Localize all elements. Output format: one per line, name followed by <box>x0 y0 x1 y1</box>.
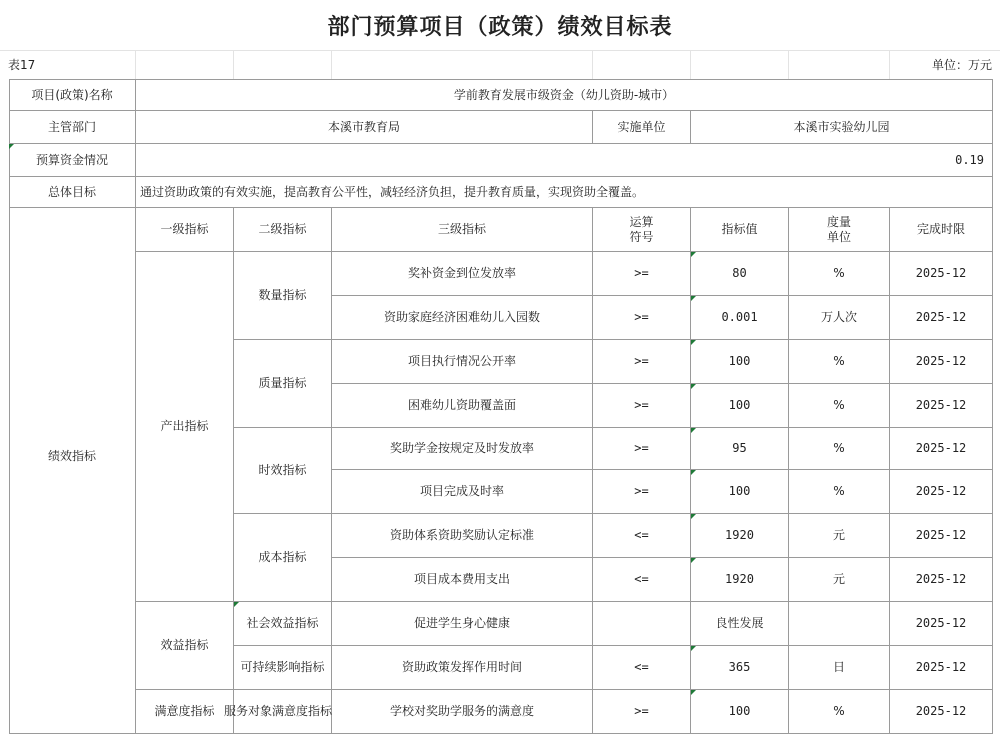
row-4-l3[interactable]: 奖助学金按规定及时发放率 <box>389 441 534 455</box>
row-6-unit[interactable]: 元 <box>832 528 845 542</box>
border-h <box>135 733 234 734</box>
row-3-l3[interactable]: 困难幼儿资助覆盖面 <box>407 398 516 412</box>
header-l1: 一级指标 <box>160 222 209 236</box>
row-2-op[interactable]: >= <box>634 354 649 368</box>
row-9-unit[interactable]: 日 <box>832 660 845 674</box>
row-1-value[interactable]: 0.001 <box>721 310 758 324</box>
header-unit-line2: 单位 <box>826 229 851 244</box>
row-9-op[interactable]: <= <box>634 660 649 674</box>
row-9-time[interactable]: 2025-12 <box>915 660 967 674</box>
row-8-unit[interactable] <box>789 602 889 645</box>
row-0-time[interactable]: 2025-12 <box>915 266 967 280</box>
table-number: 表17 <box>8 57 36 72</box>
row-4-unit[interactable]: % <box>833 441 845 455</box>
grid-line <box>0 50 1000 51</box>
row-10-time[interactable]: 2025-12 <box>915 704 967 718</box>
row-6-value[interactable]: 1920 <box>725 528 754 542</box>
row-8-time[interactable]: 2025-12 <box>915 616 967 630</box>
comment-marker <box>691 296 696 301</box>
project-name-label: 项目(政策)名称 <box>31 87 113 102</box>
row-5-unit[interactable]: % <box>833 484 845 498</box>
row-0-value[interactable]: 80 <box>732 266 747 280</box>
comment-marker <box>234 602 239 607</box>
row-1-l3[interactable]: 资助家庭经济困难幼儿入园数 <box>383 310 540 324</box>
header-unit-line1: 度量 <box>826 214 851 229</box>
goal-value[interactable]: 通过资助政策的有效实施，提高教育公平性，减轻经济负担，提升教育质量，实现资助全覆盖。 <box>140 184 645 199</box>
row-0-op[interactable]: >= <box>634 266 649 280</box>
border-h <box>233 733 332 734</box>
l1-output: 产出指标 <box>160 419 209 433</box>
dept-value[interactable]: 本溪市教育局 <box>327 119 400 134</box>
row-4-time[interactable]: 2025-12 <box>915 441 967 455</box>
comment-marker <box>691 646 696 651</box>
row-3-time[interactable]: 2025-12 <box>915 398 967 412</box>
row-7-value[interactable]: 1920 <box>725 572 754 586</box>
row-10-value[interactable]: 100 <box>728 704 751 718</box>
header-l2: 二级指标 <box>258 222 307 236</box>
header-time: 完成时限 <box>916 222 965 236</box>
grid-line <box>592 50 593 79</box>
l2-quantity: 数量指标 <box>258 288 307 302</box>
grid-line <box>331 50 332 79</box>
header-l3: 三级指标 <box>437 222 486 236</box>
comment-marker <box>691 514 696 519</box>
header-value: 指标值 <box>721 222 758 236</box>
comment-marker <box>691 690 696 695</box>
header-op-line2: 符号 <box>629 229 654 244</box>
l2-service-satisfaction-text: 服务对象满意度指标 <box>224 704 333 718</box>
perf-label: 绩效指标 <box>47 449 96 463</box>
row-1-op[interactable]: >= <box>634 310 649 324</box>
row-7-time[interactable]: 2025-12 <box>915 572 967 586</box>
l1-benefit: 效益指标 <box>160 638 209 652</box>
grid-line <box>135 50 136 79</box>
impl-value[interactable]: 本溪市实验幼儿园 <box>793 119 890 134</box>
row-2-unit[interactable]: % <box>833 354 845 368</box>
row-6-op[interactable]: <= <box>634 528 649 542</box>
l2-cost: 成本指标 <box>258 550 307 564</box>
row-7-unit[interactable]: 元 <box>832 572 845 586</box>
l2-sustain: 可持续影响指标 <box>240 660 325 674</box>
row-3-unit[interactable]: % <box>833 398 845 412</box>
row-10-op[interactable]: >= <box>634 704 649 718</box>
row-3-value[interactable]: 100 <box>728 398 751 412</box>
grid-line <box>233 50 234 79</box>
row-8-op[interactable] <box>593 602 690 645</box>
row-7-op[interactable]: <= <box>634 572 649 586</box>
row-5-value[interactable]: 100 <box>728 484 751 498</box>
row-2-l3[interactable]: 项目执行情况公开率 <box>407 354 516 368</box>
impl-label: 实施单位 <box>617 119 666 134</box>
row-6-l3[interactable]: 资助体系资助奖励认定标准 <box>389 528 534 542</box>
row-10-unit[interactable]: % <box>833 704 845 718</box>
comment-marker <box>691 470 696 475</box>
grid-line <box>690 50 691 79</box>
row-2-value[interactable]: 100 <box>728 354 751 368</box>
l1-satisfaction: 满意度指标 <box>154 704 215 718</box>
row-7-l3[interactable]: 项目成本费用支出 <box>413 572 510 586</box>
unit-label: 单位：万元 <box>931 57 992 72</box>
row-4-op[interactable]: >= <box>634 441 649 455</box>
row-1-unit[interactable]: 万人次 <box>820 310 857 324</box>
comment-marker <box>691 384 696 389</box>
row-10-l3[interactable]: 学校对奖助学服务的满意度 <box>389 704 534 718</box>
grid-line <box>788 50 789 79</box>
header-unit <box>789 208 889 251</box>
row-8-l3[interactable]: 促进学生身心健康 <box>413 616 510 630</box>
project-name-value[interactable]: 学前教育发展市级资金（幼儿资助-城市） <box>453 87 675 102</box>
header-op <box>593 208 690 251</box>
comment-marker <box>691 558 696 563</box>
comment-marker <box>9 144 14 149</box>
row-0-l3[interactable]: 奖补资金到位发放率 <box>407 266 516 280</box>
comment-marker <box>691 252 696 257</box>
header-op-line1: 运算 <box>629 214 654 229</box>
row-8-value[interactable]: 良性发展 <box>715 616 764 630</box>
l2-service-satisfaction <box>224 690 333 733</box>
row-6-time[interactable]: 2025-12 <box>915 528 967 542</box>
page-title: 部门预算项目（政策）绩效目标表 <box>327 14 673 41</box>
border-h <box>9 733 136 734</box>
border-v <box>992 79 993 734</box>
row-9-l3[interactable]: 资助政策发挥作用时间 <box>401 660 522 674</box>
row-0-unit[interactable]: % <box>833 266 845 280</box>
comment-marker <box>691 428 696 433</box>
row-2-time[interactable]: 2025-12 <box>915 354 967 368</box>
l2-quality: 质量指标 <box>258 376 307 390</box>
row-9-value[interactable]: 365 <box>728 660 751 674</box>
goal-label: 总体目标 <box>47 184 96 199</box>
row-4-value[interactable]: 95 <box>732 441 747 455</box>
row-3-op[interactable]: >= <box>634 398 649 412</box>
budget-value[interactable]: 0.19 <box>955 152 984 167</box>
budget-label: 预算资金情况 <box>35 152 108 167</box>
border-h <box>331 733 993 734</box>
l2-social: 社会效益指标 <box>246 616 319 630</box>
dept-label: 主管部门 <box>47 119 96 134</box>
row-1-time[interactable]: 2025-12 <box>915 310 967 324</box>
row-5-l3[interactable]: 项目完成及时率 <box>419 484 504 498</box>
row-5-time[interactable]: 2025-12 <box>915 484 967 498</box>
comment-marker <box>691 340 696 345</box>
l2-timeliness: 时效指标 <box>258 463 307 477</box>
row-5-op[interactable]: >= <box>634 484 649 498</box>
